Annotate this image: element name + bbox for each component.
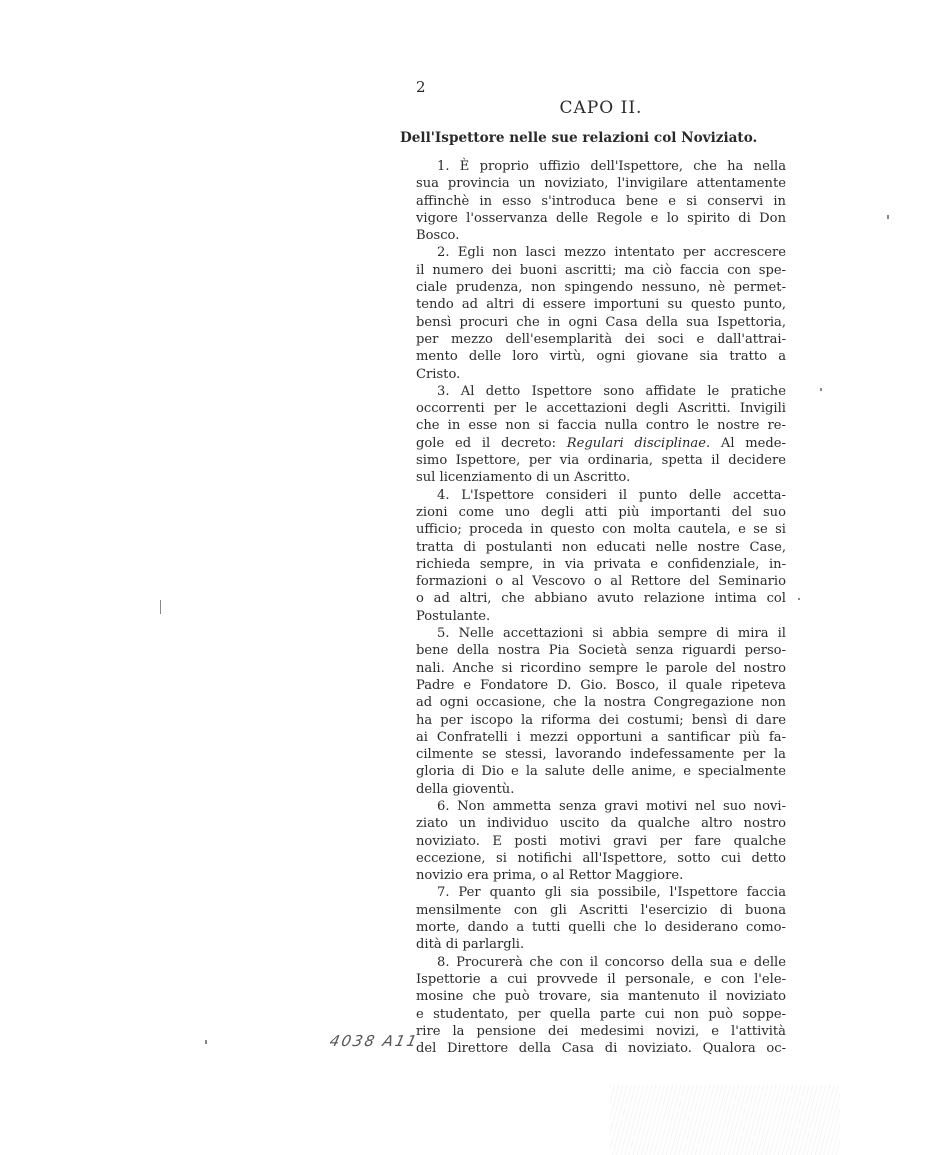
text-line: ai Confratelli i mezzi opportuni a santificar più fa-	[416, 729, 786, 745]
section-title: Dell'Ispettore nelle sue relazioni col Noviziato.	[400, 130, 758, 146]
text-line: dità di parlargli.	[416, 937, 525, 953]
text-line: ziato un individuo uscito da qualche altro nostro	[416, 816, 786, 832]
decree-title: Regulari disciplinae.	[566, 435, 711, 451]
text-line: 1. È proprio uffizio dell'Ispettore, che ha nella	[437, 159, 786, 174]
text-line: e studentato, per quella parte cui non può soppe-	[416, 1006, 786, 1022]
text-line: richieda sempre, in via privata e confidenziale, in-	[416, 556, 786, 572]
scan-speck	[160, 600, 161, 614]
text-line: del Direttore della Casa di noviziato. Qualora oc-	[416, 1041, 786, 1057]
text-line: 8. Procurerà che con il concorso della sua e delle	[437, 954, 786, 970]
text-line: 3. Al detto Ispettore sono affidate le pratiche	[437, 383, 786, 399]
text-line: ha per iscopo la riforma dei costumi; bensì di dare	[416, 712, 786, 728]
text-line: o ad altri, che abbiano avuto relazione intima col	[416, 591, 786, 607]
text-line: rire la pensione dei medesimi novizi, e l'attività	[416, 1023, 786, 1039]
scan-speck	[205, 1040, 207, 1044]
text-line: simo Ispettore, per via ordinaria, spetta il decidere	[416, 453, 786, 469]
scan-texture	[610, 1085, 840, 1155]
text-line: nali. Anche si ricordino sempre le parole del nostro	[416, 660, 786, 676]
scan-speck	[820, 388, 822, 391]
scan-speck	[887, 215, 889, 219]
text-line: 5. Nelle accettazioni si abbia sempre di mira il	[437, 626, 786, 642]
text-line: bene della nostra Pia Società senza riguardi perso-	[416, 643, 786, 659]
text-line: mosine che può trovare, sia mantenuto il noviziato	[416, 989, 786, 1005]
text-line: il numero dei buoni ascritti; ma ciò faccia con spe-	[416, 262, 786, 278]
text-line: tendo ad altri di essere importuni su questo punto,	[416, 297, 786, 313]
text-line: vigore l'osservanza delle Regole e lo spirito di Don	[416, 210, 786, 226]
text-line: Bosco.	[416, 228, 460, 244]
text-line: novizio era prima, o al Rettor Maggiore.	[416, 868, 684, 884]
text-line: sul licenziamento di un Ascritto.	[416, 470, 631, 486]
text-line: 7. Per quanto gli sia possibile, l'Ispettore faccia	[437, 885, 786, 901]
text-line: gloria di Dio e la salute delle anime, e specialmente	[416, 764, 786, 780]
body-text	[416, 158, 786, 1057]
text-line-part: gole ed il decreto:	[416, 435, 567, 451]
text-line: mento delle loro virtù, ogni giovane sia tratto a	[416, 349, 786, 365]
text-line: 4. L'Ispettore consideri il punto delle accetta-	[437, 487, 786, 503]
text-line: Ispettorie a cui provvede il personale, e con l'ele-	[416, 971, 786, 987]
text-line: che in esse non si faccia nulla contro le nostre re-	[416, 418, 786, 434]
text-line: morte, dando a tutti quelli che lo desiderano como-	[416, 920, 786, 936]
scan-speck	[798, 598, 800, 600]
text-line: zioni come uno degli atti più importanti del suo	[416, 504, 786, 520]
text-line: affinchè in esso s'introduca bene e si conservi in	[416, 193, 786, 209]
text-line: mensilmente con gli Ascritti l'esercizio di buona	[416, 902, 786, 918]
text-line: Cristo.	[416, 366, 461, 382]
text-line-part: Al mede-	[710, 435, 786, 451]
page-number: 2	[416, 78, 426, 96]
text-line: della gioventù.	[416, 781, 515, 797]
text-line: sua provincia un noviziato, l'invigilare attentamente	[416, 176, 786, 192]
text-line: ciale prudenza, non spingendo nessuno, nè permet-	[416, 280, 786, 296]
handwritten-margin-note: 4038 A11	[328, 1032, 421, 1050]
text-line: bensì procuri che in ogni Casa della sua Ispettoria,	[416, 314, 786, 330]
text-line: per mezzo dell'esemplarità dei soci e dall'attrai-	[416, 331, 786, 347]
text-line	[416, 435, 786, 452]
text-line: cilmente se stessi, lavorando indefessamente per la	[416, 747, 786, 763]
text-line: Postulante.	[416, 608, 491, 624]
text-line: 6. Non ammetta senza gravi motivi nel suo novi-	[437, 798, 786, 814]
chapter-title: CAPO II.	[559, 98, 643, 118]
text-line: eccezione, si notifichi all'Ispettore, sotto cui detto	[416, 850, 786, 866]
text-line: 2. Egli non lasci mezzo intentato per accrescere	[437, 245, 786, 261]
text-line: formazioni o al Vescovo o al Rettore del Seminario	[416, 574, 786, 590]
text-line: ad ogni occasione, che la nostra Congregazione non	[416, 695, 786, 711]
text-line: noviziato. E posti motivi gravi per fare qualche	[416, 833, 786, 849]
text-line: occorrenti per le accettazioni degli Ascritti. Invigili	[416, 401, 786, 417]
text-line: ufficio; proceda in questo con molta cautela, e se si	[416, 522, 786, 538]
text-line: tratta di postulanti non educati nelle nostre Case,	[416, 539, 786, 555]
text-line: Padre e Fondatore D. Gio. Bosco, il quale ripeteva	[416, 677, 786, 693]
